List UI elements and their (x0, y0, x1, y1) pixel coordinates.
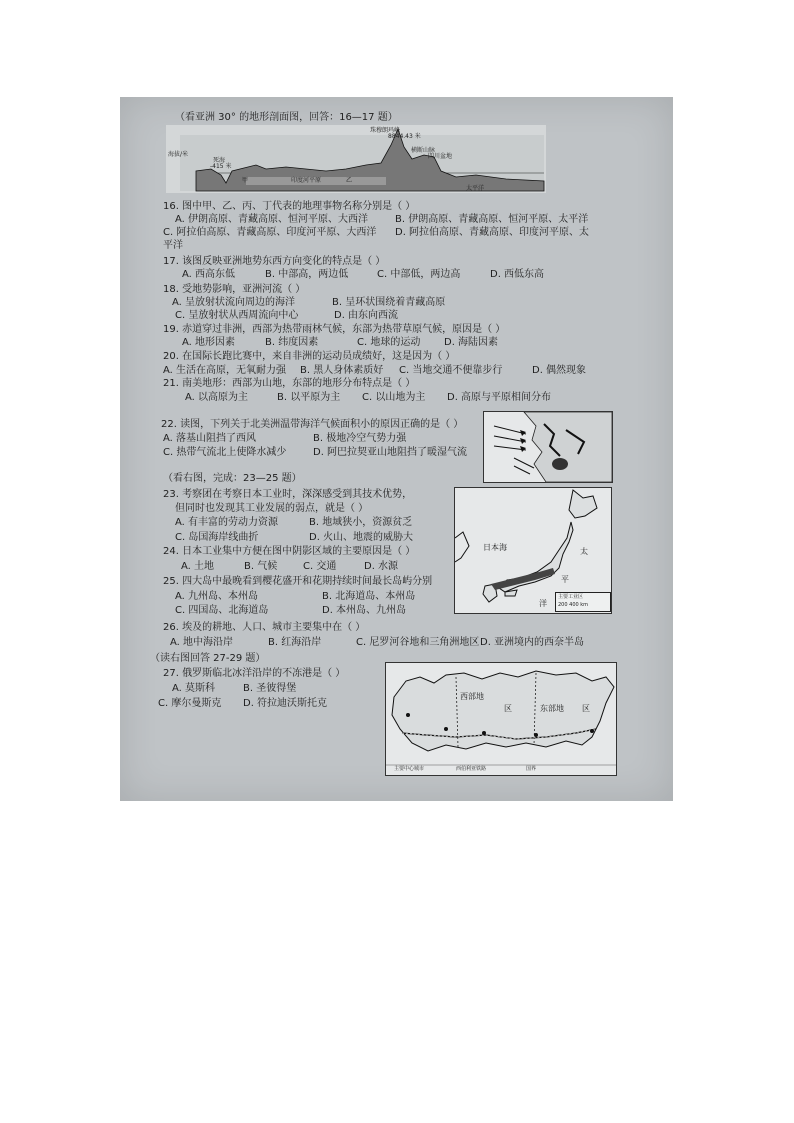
japan-map-legend (555, 592, 611, 612)
q26-stem: 26. 埃及的耕地、人口、城市主要集中在（ ） (163, 622, 366, 633)
japan-industry-map (454, 487, 612, 614)
legend-main-city: 主要中心城市 (394, 766, 425, 772)
q19-option-c: C. 地球的运动 (357, 337, 421, 348)
q21-option-c: C. 以山地为主 (362, 392, 426, 403)
profile-yi: 乙 (346, 177, 353, 184)
q18-option-b: B. 呈环状围绕着青藏高原 (332, 297, 446, 308)
q27-option-c: C. 摩尔曼斯克 (158, 698, 222, 709)
profile-sea-level: 海拔/米 (168, 151, 189, 158)
q16-option-a: A. 伊朗高原、青藏高原、恒河平原、大西洋 (175, 214, 369, 225)
q22-option-d: D. 阿巴拉契亚山地阻挡了暖湿气流 (313, 447, 468, 458)
q24-option-d: D. 水源 (364, 561, 399, 572)
q25-option-c: C. 四国岛、北海道岛 (175, 605, 269, 616)
q27-stem: 27. 俄罗斯临北冰洋沿岸的不冻港是（ ） (163, 668, 346, 679)
q17-option-b: B. 中部高，两边低 (265, 269, 349, 280)
q19-option-a: A. 地形因素 (182, 337, 236, 348)
q24-option-b: B. 气候 (244, 561, 278, 572)
q19-option-d: D. 海陆因素 (444, 337, 499, 348)
q21-option-b: B. 以平原为主 (277, 392, 341, 403)
profile-hengduan: 横断山脉 (411, 147, 436, 154)
profile-everest-height: 8844.43 米 (388, 133, 421, 140)
q23-option-a: A. 有丰富的劳动力资源 (175, 517, 279, 528)
west-region-label-suffix: 区 (504, 704, 512, 713)
q22-stem: 22. 读图，下列关于北美洲温带海洋气候面积小的原因正确的是（ ） (161, 419, 464, 430)
intro-16-17: （看亚洲 30° 的地形剖面图，回答：16—17 题） (175, 112, 398, 123)
asia-terrain-profile (166, 125, 546, 193)
legend-railway: 西伯利亚铁路 (456, 766, 487, 772)
q25-stem: 25. 四大岛中最晚看到樱花盛开和花期持续时间最长岛屿分别 (163, 576, 433, 587)
q23-option-d: D. 火山、地震的威胁大 (309, 532, 414, 543)
q19-option-b: B. 纬度因素 (265, 337, 319, 348)
q21-stem: 21. 南美地形：西部为山地，东部的地形分布特点是（ ） (163, 378, 416, 389)
q26-option-d: D. 亚洲境内的西奈半岛 (480, 637, 585, 648)
profile-india: 印度河平原 (291, 177, 322, 184)
q23-option-c: C. 岛国海岸线曲折 (175, 532, 259, 543)
q27-option-a: A. 莫斯科 (172, 683, 216, 694)
legend-industry-zone: 主要工业区 (558, 594, 584, 600)
profile-dead-sea-depth: -415 米 (210, 163, 232, 170)
q17-option-a: A. 西高东低 (182, 269, 236, 280)
pacific-label-2: 平 (561, 575, 569, 584)
profile-everest: 珠穆朗玛峰 (370, 127, 401, 134)
q18-option-a: A. 呈放射状流向周边的海洋 (172, 297, 296, 308)
q17-stem: 17. 该图反映亚洲地势东西方向变化的特点是（ ） (163, 256, 386, 267)
north-america-westerlies-figure (483, 411, 613, 483)
q22-option-a: A. 落基山阻挡了西风 (163, 433, 257, 444)
q16-stem: 16. 图中甲、乙、丙、丁代表的地理事物名称分别是（ ） (163, 201, 416, 212)
q21-option-a: A. 以高原为主 (185, 392, 249, 403)
east-region-label: 东部地 (540, 704, 564, 713)
q22-option-b: B. 极地冷空气势力强 (313, 433, 407, 444)
q26-option-a: A. 地中海沿岸 (170, 637, 234, 648)
q25-option-d: D. 本州岛、九州岛 (322, 605, 407, 616)
q18-option-c: C. 呈放射状从西周流向中心 (175, 310, 299, 321)
q24-option-c: C. 交通 (303, 561, 337, 572)
q17-option-c: C. 中部低，两边高 (377, 269, 461, 280)
profile-jia: 甲 (242, 177, 249, 184)
q18-option-d: D. 由东向西流 (334, 310, 399, 321)
west-region-label: 西部地 (460, 692, 484, 701)
q16-option-c: C. 阿拉伯高原、青藏高原、印度河平原、大西洋 (163, 227, 377, 238)
q26-option-b: B. 红海沿岸 (268, 637, 322, 648)
q17-option-d: D. 西低东高 (490, 269, 545, 280)
q20-option-b: B. 黑人身体素质好 (300, 365, 384, 376)
legend-border: 国界 (526, 766, 537, 772)
q25-option-b: B. 北海道岛、本州岛 (322, 591, 416, 602)
pacific-label-3: 洋 (539, 599, 547, 608)
q20-option-d: D. 偶然现象 (532, 365, 587, 376)
legend-scale: 200 400 km (558, 602, 589, 608)
pacific-label-1: 太 (580, 547, 588, 556)
intro-27-29: （读右图回答 27-29 题） (150, 653, 266, 664)
q19-stem: 19. 赤道穿过非洲，西部为热带雨林气候，东部为热带草原气候，原因是（ ） (163, 324, 506, 335)
japan-sea-label: 日本海 (483, 543, 507, 552)
east-region-label-suffix: 区 (582, 704, 590, 713)
q23-stem: 23. 考察团在考察日本工业时，深深感受到其技术优势， (163, 489, 413, 500)
q16-option-d: D. 阿拉伯高原、青藏高原、印度河平原、太 (395, 227, 590, 238)
q24-option-a: A. 土地 (181, 561, 215, 572)
q22-option-c: C. 热带气流北上使降水减少 (163, 447, 287, 458)
russia-regions-map (385, 662, 617, 776)
q21-option-d: D. 高原与平原相间分布 (447, 392, 552, 403)
q25-option-a: A. 九州岛、本州岛 (175, 591, 259, 602)
q27-option-d: D. 符拉迪沃斯托克 (243, 698, 328, 709)
profile-sichuan: 四川盆地 (428, 153, 453, 160)
q26-option-c: C. 尼罗河谷地和三角洲地区 (356, 637, 480, 648)
q24-stem: 24. 日本工业集中方便在图中阴影区域的主要原因是（ ） (163, 546, 416, 557)
profile-dead-sea: 死海 (213, 157, 226, 164)
q18-stem: 18. 受地势影响，亚洲河流（ ） (163, 284, 306, 295)
profile-pacific: 太平洋 (466, 185, 485, 192)
q27-option-b: B. 圣彼得堡 (243, 683, 297, 694)
q20-option-c: C. 当地交通不便靠步行 (399, 365, 503, 376)
q16-option-b: B. 伊朗高原、青藏高原、恒河平原、太平洋 (395, 214, 589, 225)
intro-23-25: （看右图，完成：23—25 题） (163, 473, 302, 484)
q16-option-d-cont: 平洋 (163, 240, 183, 251)
q20-stem: 20. 在国际长跑比赛中，来自非洲的运动员成绩好，这是因为（ ） (163, 351, 456, 362)
q23-stem-cont: 但同时也发现其工业发展的弱点，就是（ ） (175, 503, 369, 514)
q20-option-a: A. 生活在高原，无氧耐力强 (163, 365, 287, 376)
q23-option-b: B. 地域狭小，资源贫乏 (309, 517, 413, 528)
